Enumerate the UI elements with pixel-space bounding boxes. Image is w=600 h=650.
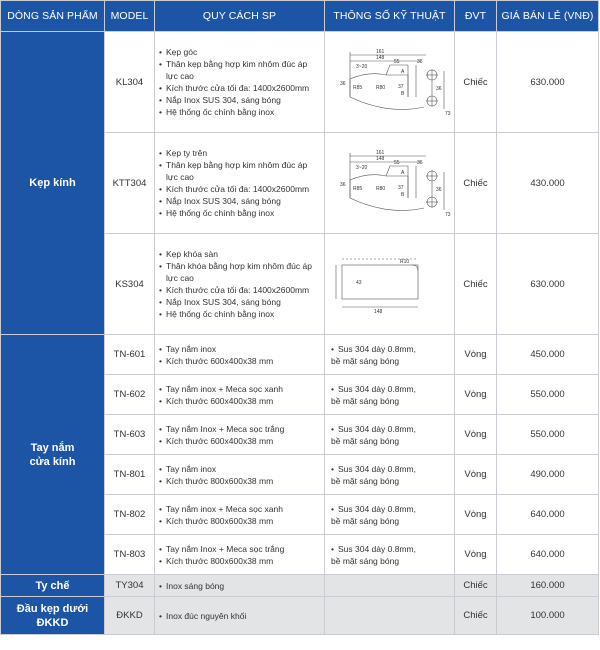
group-ty-che: Ty chế <box>1 575 105 597</box>
drawing-label: R85 <box>352 84 362 91</box>
spec-item: • Thân khóa bằng hợp kim nhôm đúc áp lực cao <box>159 260 320 284</box>
spec-cell <box>155 335 325 375</box>
unit-cell: Vòng <box>455 415 497 455</box>
unit-cell: Chiếc <box>455 32 497 133</box>
drawing-label: 55 <box>393 58 400 65</box>
model-cell: TN-803 <box>105 535 155 575</box>
tech-cell <box>325 335 455 375</box>
drawing-label: 3~20 <box>355 63 367 70</box>
spec-item: • Tay nắm inox + Meca sọc xanh <box>159 503 320 515</box>
tech-item: • Sus 304 dày 0.8mm, <box>331 543 448 555</box>
spec-cell <box>155 415 325 455</box>
table-row <box>1 335 599 375</box>
tech-line: bề mặt sáng bóng <box>331 555 400 566</box>
drawing-label: 161 <box>375 48 384 55</box>
spec-cell <box>155 375 325 415</box>
price-cell: 640.000 <box>497 495 599 535</box>
price-cell: 550.000 <box>497 415 599 455</box>
unit-cell: Chiếc <box>455 234 497 335</box>
spec-item: • Kích thước cửa tối đa: 1400x2600mm <box>159 183 320 195</box>
header-row <box>1 1 599 32</box>
spec-item: • Kẹp khóa sàn <box>159 248 320 260</box>
spec-cell <box>155 234 325 335</box>
drawing-label: R80 <box>375 185 385 192</box>
price-cell: 630.000 <box>497 234 599 335</box>
table-row <box>1 32 599 133</box>
spec-item: • Kẹp góc <box>159 46 320 58</box>
table-row <box>1 597 599 635</box>
tech-item: • Sus 304 dày 0.8mm, <box>331 343 448 355</box>
drawing-label: 161 <box>375 149 384 156</box>
spec-item: • Kích thước 800x600x38 mm <box>159 475 320 487</box>
tech-drawing-cell <box>325 32 455 133</box>
spec-item: • Tay nắm Inox + Meca sọc trắng <box>159 423 320 435</box>
header-product: DÒNG SẢN PHẨM <box>1 1 105 32</box>
drawing-label: B <box>400 191 404 198</box>
model-cell: TY304 <box>105 575 155 597</box>
tech-line: bề mặt sáng bóng <box>331 515 400 526</box>
tech-cell <box>325 375 455 415</box>
model-cell: KTT304 <box>105 133 155 234</box>
spec-item: • Thân kẹp bằng hợp kim nhôm đúc áp lực cao <box>159 58 320 82</box>
drawing-label: 37 <box>397 184 404 191</box>
spec-item: • Tay nắm inox + Meca sọc xanh <box>159 383 320 395</box>
spec-item: • Tay nắm inox <box>159 343 320 355</box>
group-kep-kinh: Kẹp kính <box>1 32 105 335</box>
spec-item: • Kẹp ty trên <box>159 147 320 159</box>
header-model: MODEL <box>105 1 155 32</box>
spec-cell <box>155 535 325 575</box>
spec-item: • Kích thước 600x400x38 mm <box>159 395 320 407</box>
tech-item: • Sus 304 dày 0.8mm, <box>331 503 448 515</box>
model-cell: TN-602 <box>105 375 155 415</box>
drawing-label: 148 <box>375 54 384 61</box>
clamp-drawing <box>328 35 452 125</box>
unit-cell: Vòng <box>455 455 497 495</box>
drawing-label: R80 <box>375 84 385 91</box>
spec-cell <box>155 133 325 234</box>
price-cell: 490.000 <box>497 455 599 495</box>
header-tech: THÔNG SỐ KỸ THUẬT <box>325 1 455 32</box>
spec-item: • Kích thước cửa tối đa: 1400x2600mm <box>159 284 320 296</box>
spec-item: • Kích thước 800x600x38 mm <box>159 515 320 527</box>
spec-item: • Thân kẹp bằng hợp kim nhôm đúc áp lực cao <box>159 159 320 183</box>
model-cell: TN-603 <box>105 415 155 455</box>
tech-line: bề mặt sáng bóng <box>331 475 400 486</box>
tech-line: bề mặt sáng bóng <box>331 355 400 366</box>
tech-cell <box>325 535 455 575</box>
floor-clamp-drawing <box>328 247 452 317</box>
group-dau-kep: Đầu kẹp dưới ĐKKD <box>1 597 105 635</box>
table-row <box>1 575 599 597</box>
price-cell: 450.000 <box>497 335 599 375</box>
price-cell: 160.000 <box>497 575 599 597</box>
drawing-label: 148 <box>375 155 384 162</box>
unit-cell: Vòng <box>455 495 497 535</box>
tech-cell <box>325 415 455 455</box>
group-tay-nam: Tay nắm cửa kính <box>1 335 105 575</box>
spec-cell <box>155 575 325 597</box>
spec-item: • Nắp Inox SUS 304, sáng bóng <box>159 296 320 308</box>
spec-cell <box>155 597 325 635</box>
unit-cell: Vòng <box>455 535 497 575</box>
header-price: GIÁ BÁN LẺ (VNĐ) <box>497 1 599 32</box>
unit-cell: Chiếc <box>455 597 497 635</box>
tech-item: • Sus 304 dày 0.8mm, <box>331 383 448 395</box>
spec-item: • Kích thước 800x600x38 mm <box>159 555 320 567</box>
tech-drawing-cell <box>325 234 455 335</box>
spec-cell <box>155 495 325 535</box>
spec-item: • Tay nắm Inox + Meca sọc trắng <box>159 543 320 555</box>
drawing-label: 36 <box>416 58 423 65</box>
tech-item: • Sus 304 dày 0.8mm, <box>331 423 448 435</box>
drawing-label: 73 <box>444 211 451 218</box>
drawing-label: R10 <box>399 258 409 265</box>
spec-item: • Nắp Inox SUS 304, sáng bóng <box>159 94 320 106</box>
tech-drawing-cell <box>325 133 455 234</box>
model-cell: TN-801 <box>105 455 155 495</box>
header-unit: ĐVT <box>455 1 497 32</box>
model-cell: KS304 <box>105 234 155 335</box>
unit-cell: Chiếc <box>455 575 497 597</box>
model-cell: TN-601 <box>105 335 155 375</box>
drawing-label: A <box>400 68 404 75</box>
spec-item: • Tay nắm inox <box>159 463 320 475</box>
unit-cell: Vòng <box>455 335 497 375</box>
header-spec: QUY CÁCH SP <box>155 1 325 32</box>
spec-item: • Nắp Inox SUS 304, sáng bóng <box>159 195 320 207</box>
spec-item: • Kích thước 600x400x38 mm <box>159 355 320 367</box>
clamp-drawing <box>328 136 452 226</box>
drawing-label: 73 <box>444 110 451 117</box>
spec-item: • Inox sáng bóng <box>159 580 320 592</box>
drawing-label: R85 <box>352 185 362 192</box>
tech-cell <box>325 455 455 495</box>
tech-cell <box>325 597 455 635</box>
drawing-label: 3~20 <box>355 164 367 171</box>
drawing-label: A <box>400 169 404 176</box>
drawing-label: 36 <box>435 186 442 193</box>
spec-item: • Hệ thống ốc chính bằng inox <box>159 106 320 118</box>
price-cell: 640.000 <box>497 535 599 575</box>
price-cell: 630.000 <box>497 32 599 133</box>
unit-cell: Vòng <box>455 375 497 415</box>
spec-cell <box>155 455 325 495</box>
tech-item: • Sus 304 dày 0.8mm, <box>331 463 448 475</box>
price-cell: 430.000 <box>497 133 599 234</box>
model-cell: KL304 <box>105 32 155 133</box>
model-cell: TN-802 <box>105 495 155 535</box>
drawing-label: 43 <box>355 279 362 286</box>
spec-item: • Inox đúc nguyên khối <box>159 610 320 622</box>
price-cell: 550.000 <box>497 375 599 415</box>
spec-item: • Kích thước cửa tối đa: 1400x2600mm <box>159 82 320 94</box>
tech-line: bề mặt sáng bóng <box>331 435 400 446</box>
tech-line: bề mặt sáng bóng <box>331 395 400 406</box>
model-cell: ĐKKD <box>105 597 155 635</box>
spec-item: • Hệ thống ốc chính bằng inox <box>159 308 320 320</box>
drawing-label: 37 <box>397 83 404 90</box>
drawing-label: 36 <box>416 159 423 166</box>
spec-item: • Kích thước 600x400x38 mm <box>159 435 320 447</box>
tech-cell <box>325 575 455 597</box>
drawing-label: 148 <box>373 308 382 315</box>
price-cell: 100.000 <box>497 597 599 635</box>
unit-cell: Chiếc <box>455 133 497 234</box>
spec-item: • Hệ thống ốc chính bằng inox <box>159 207 320 219</box>
spec-cell <box>155 32 325 133</box>
drawing-label: B <box>400 90 404 97</box>
tech-cell <box>325 495 455 535</box>
drawing-label: 55 <box>393 159 400 166</box>
drawing-label: 36 <box>339 181 346 188</box>
drawing-label: 36 <box>339 80 346 87</box>
drawing-label: 36 <box>435 85 442 92</box>
